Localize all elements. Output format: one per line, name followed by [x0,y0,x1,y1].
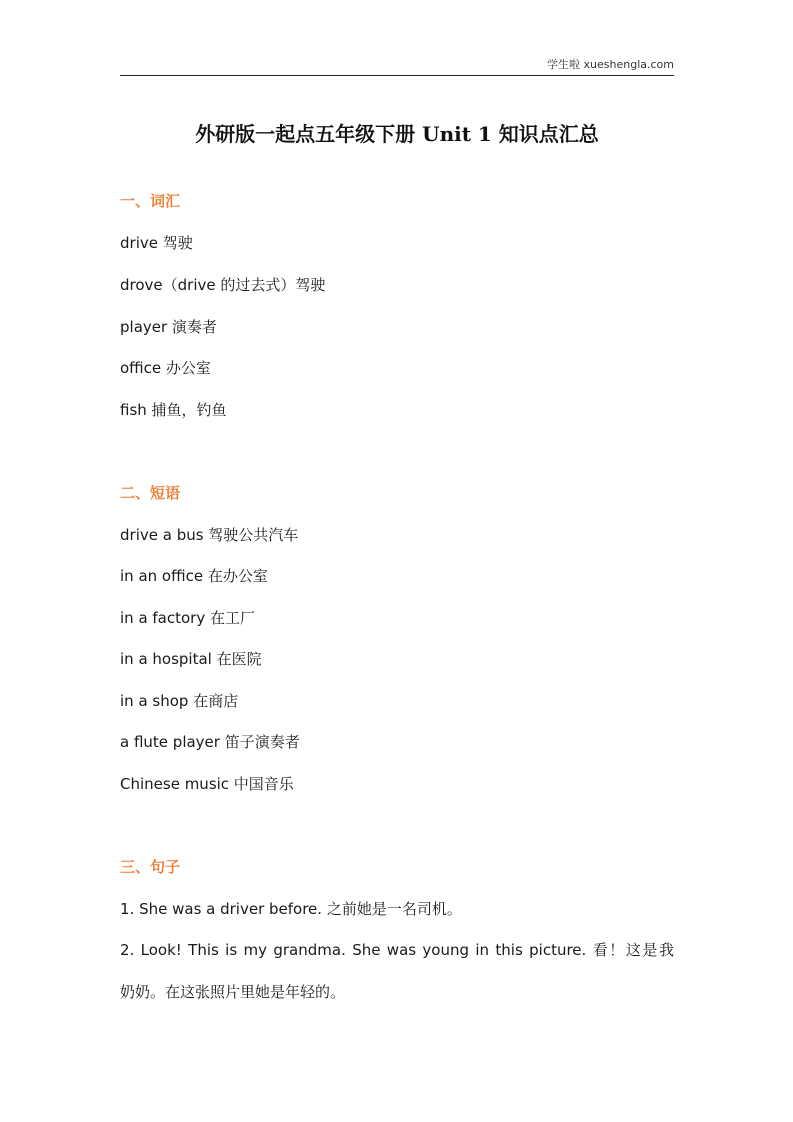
sentence-item: 1. She was a driver before. 之前她是一名司机。 [120,900,462,918]
section-heading-phrases: 二、短语 [120,484,181,502]
vocab-item: office 办公室 [120,359,211,377]
phrase-item: in a shop 在商店 [120,692,239,710]
sentence-item: 2. Look! This is my grandma. She was young in this picture. 看！这是我 [120,941,674,959]
section-heading-vocabulary: 一、词汇 [120,192,181,210]
section-heading-sentences: 三、句子 [120,858,181,876]
vocab-item: drove（drive 的过去式）驾驶 [120,276,326,294]
phrase-item: a flute player 笛子演奏者 [120,733,300,751]
phrase-item: in a hospital 在医院 [120,650,262,668]
header-divider [120,75,674,76]
phrase-item: in a factory 在工厂 [120,609,255,627]
vocab-item: player 演奏者 [120,318,217,336]
phrase-item: in an office 在办公室 [120,567,268,585]
page-title: 外研版一起点五年级下册 Unit 1 知识点汇总 [195,122,599,146]
header-site-name: 学生啦 xueshengla.com [547,58,674,71]
phrase-item: Chinese music 中国音乐 [120,775,294,793]
vocab-item: drive 驾驶 [120,234,193,252]
phrase-item: drive a bus 驾驶公共汽车 [120,526,299,544]
vocab-item: fish 捕鱼，钓鱼 [120,401,227,419]
sentence-item-continuation: 奶奶。在这张照片里她是年轻的。 [120,983,346,1001]
